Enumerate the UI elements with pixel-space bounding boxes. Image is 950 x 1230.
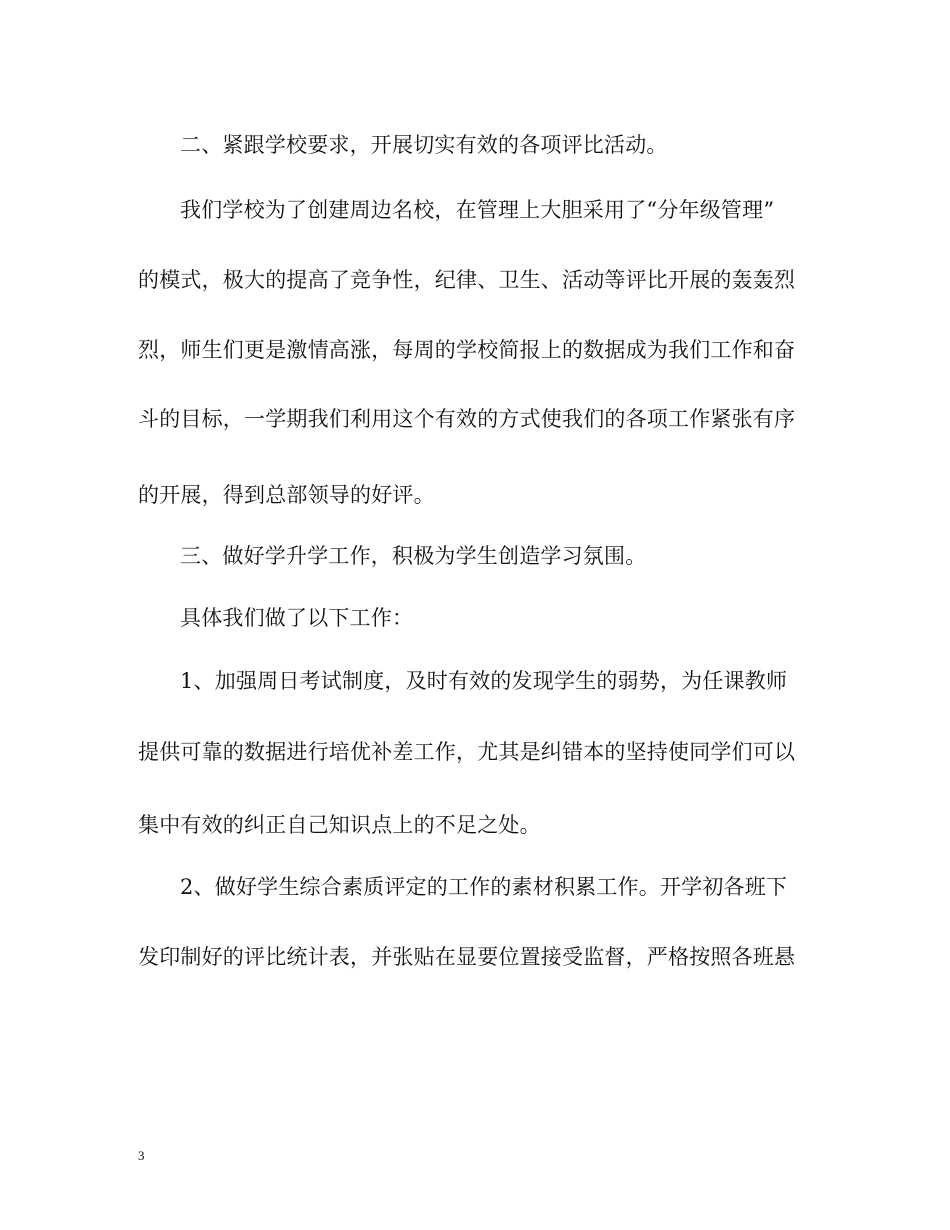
list-item-1: 1、加强周日考试制度，及时有效的发现学生的弱势，为任课教师 [180, 669, 788, 693]
list-item-2: 2、做好学生综合素质评定的工作的素材积累工作。开学初各班下 [180, 875, 788, 899]
paragraph-heading-3: 三、做好学升学工作，积极为学生创造学习氛围。 [180, 544, 647, 568]
paragraph-line: 提供可靠的数据进行培优补差工作，尤其是纠错本的坚持使同学们可以 [138, 740, 796, 764]
paragraph-line: 斗的目标，一学期我们利用这个有效的方式使我们的各项工作紧张有序 [138, 407, 796, 431]
paragraph-line: 的开展，得到总部领导的好评。 [138, 483, 435, 507]
paragraph-heading-2: 二、紧跟学校要求，开展切实有效的各项评比活动。 [180, 133, 668, 157]
paragraph-line: 集中有效的纠正自己知识点上的不足之处。 [138, 813, 541, 837]
paragraph-line: 具体我们做了以下工作： [180, 606, 414, 630]
paragraph-line: 烈，师生们更是激情高涨，每周的学校简报上的数据成为我们工作和奋 [138, 338, 796, 362]
paragraph-line: 发印制好的评比统计表，并张贴在显要位置接受监督，严格按照各班悬 [138, 945, 796, 969]
paragraph-line: 我们学校为了创建周边名校，在管理上大胆采用了“分年级管理” [180, 198, 775, 222]
paragraph-line: 的模式，极大的提高了竞争性，纪律、卫生、活动等评比开展的轰轰烈 [138, 268, 796, 292]
page-number: 3 [138, 1148, 145, 1163]
